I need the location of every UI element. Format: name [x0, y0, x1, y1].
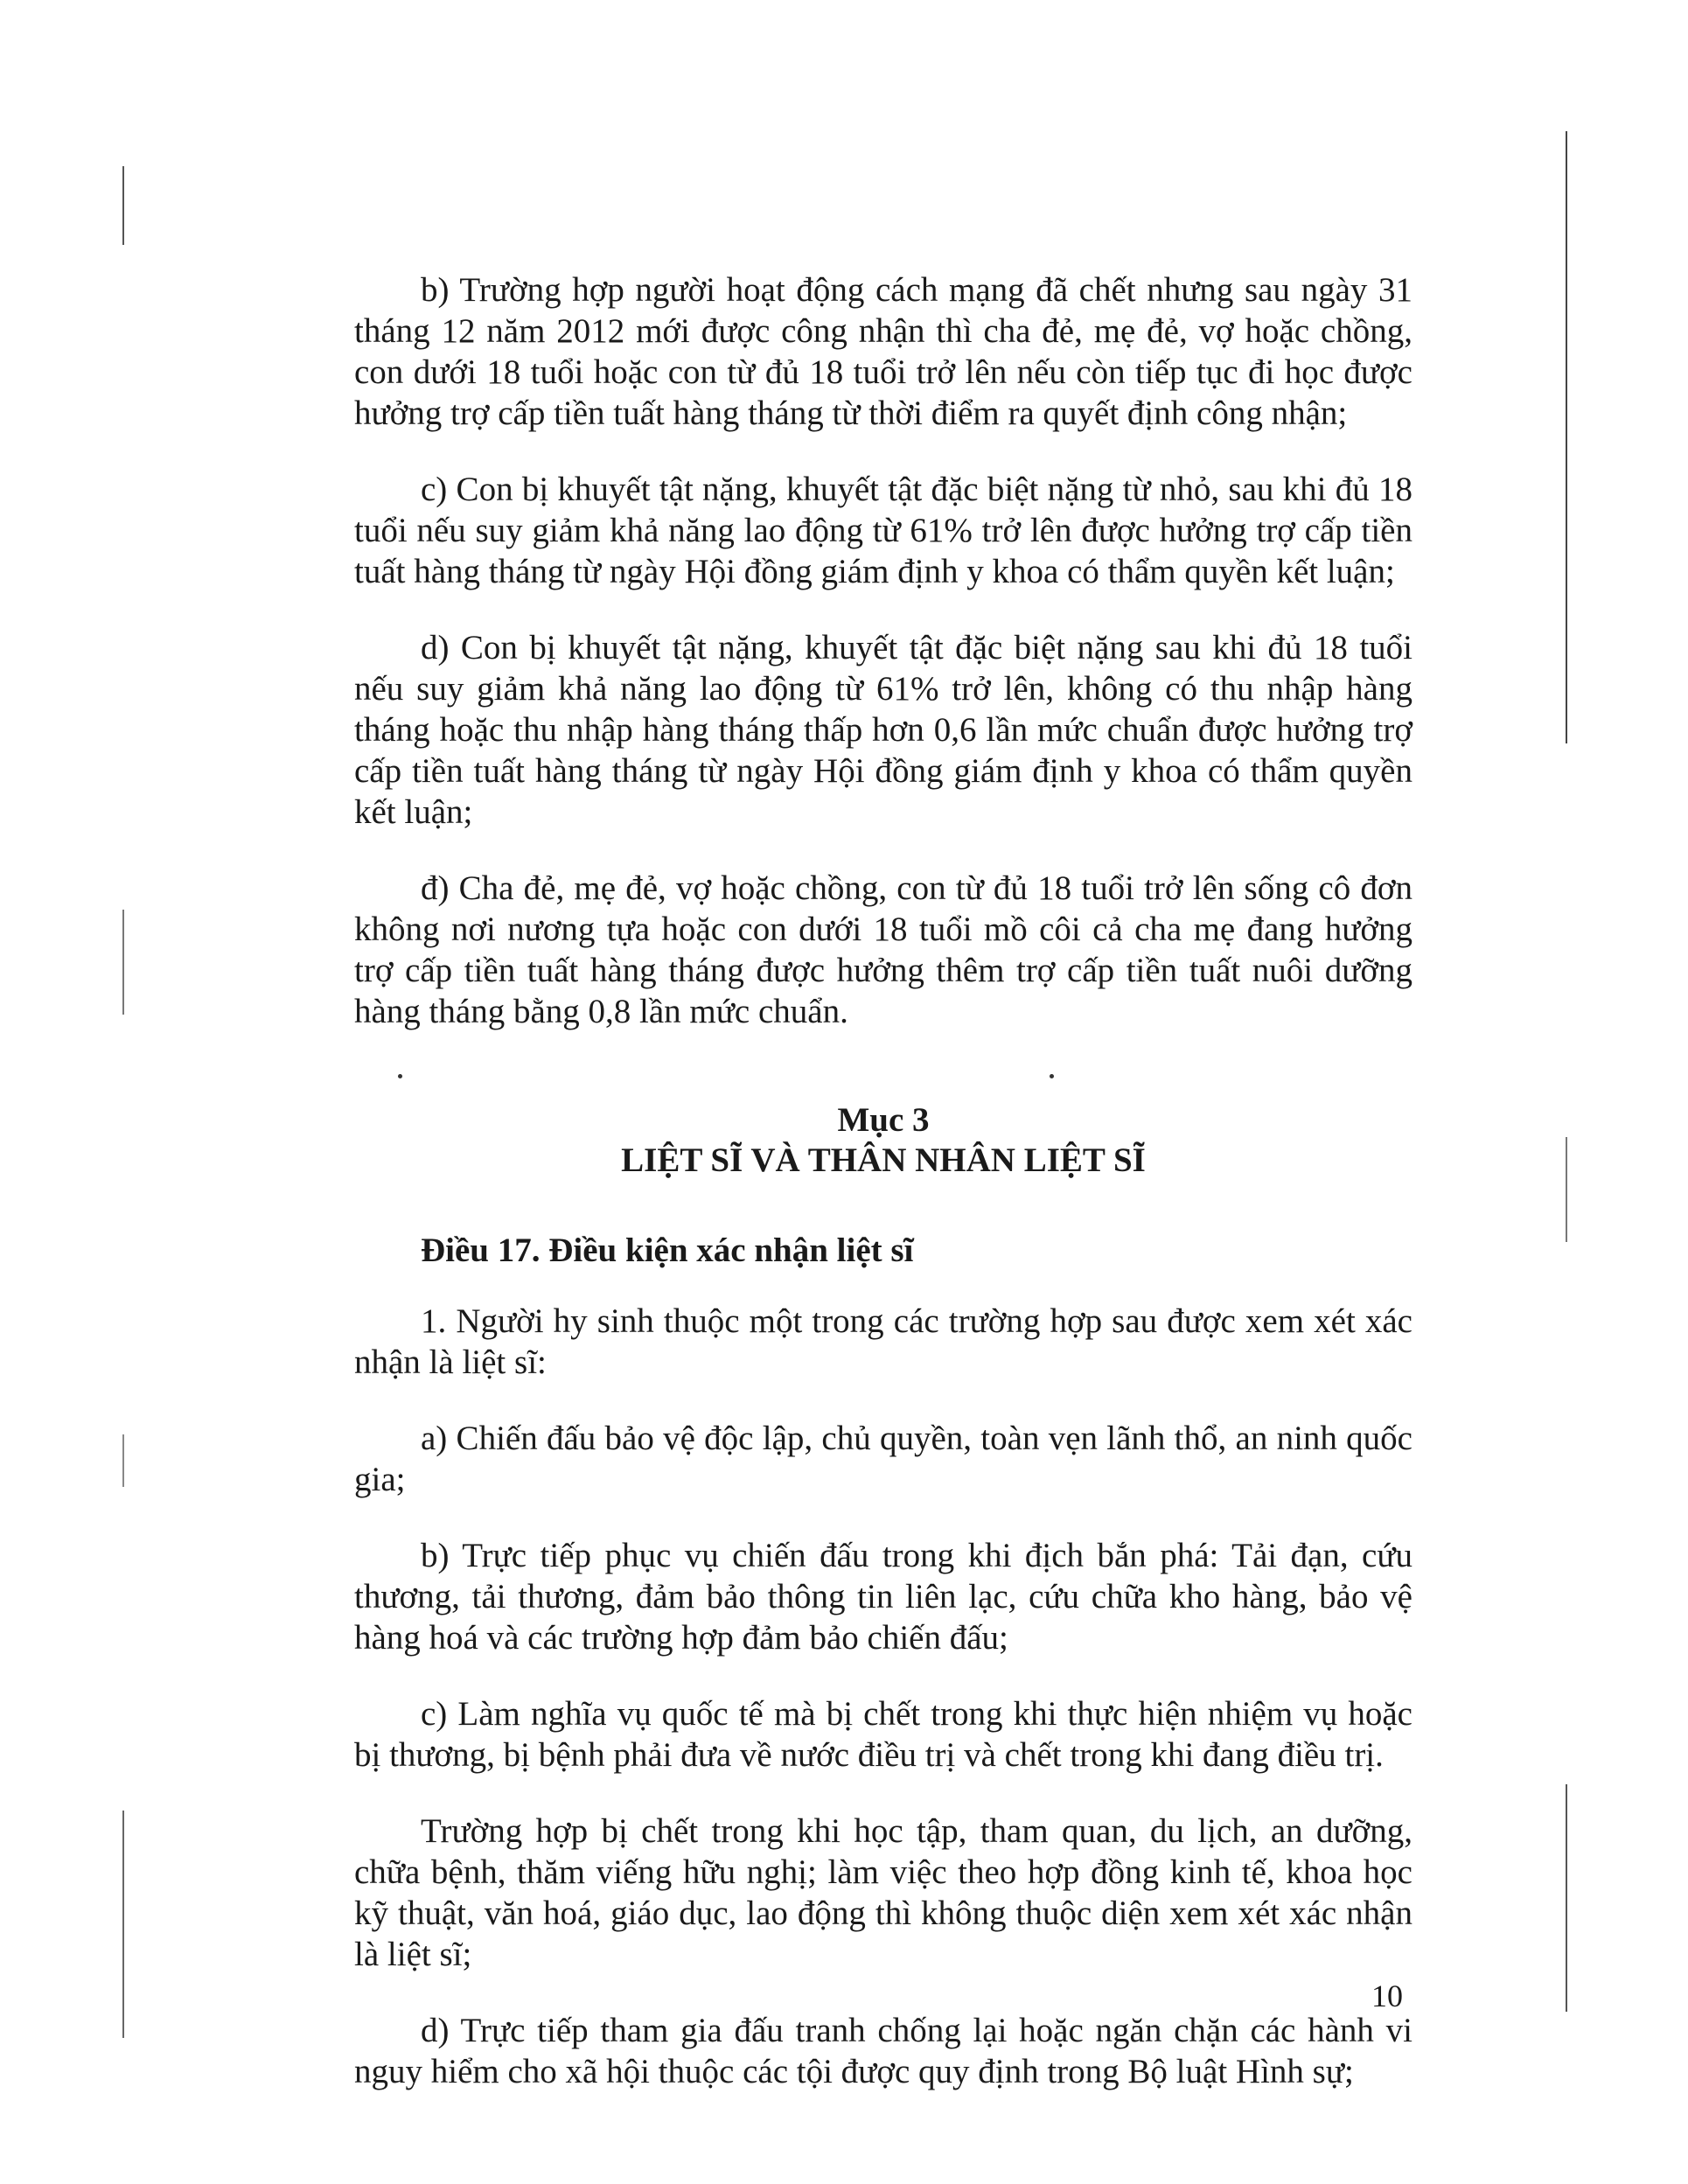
- page-number: 10: [1371, 1978, 1403, 2013]
- scan-artifact-left-line: [122, 910, 124, 1015]
- section-label: Mục 3: [837, 1101, 930, 1139]
- scan-artifact-right-line: [1566, 1784, 1567, 2012]
- scan-artifact-left-line: [122, 1811, 124, 2038]
- paragraph-exception: Trường hợp bị chết trong khi học tập, tham quan, du lịch, an dưỡng, chữa bệnh, thăm viếng hữu nghị; làm việc theo hợp đồng kinh tế, khoa học kỹ thuật, văn hoá, giáo dục, lao động thì không thuộc diện xem xét xác nhận là liệt sĩ;: [354, 1812, 1412, 1973]
- paragraph-c: c) Làm nghĩa vụ quốc tế mà bị chết trong khi thực hiện nhiệm vụ hoặc bị thương, bị bệnh phải đưa về nước điều trị và chết trong khi đang điều trị.: [354, 1695, 1412, 1774]
- document-body: [354, 269, 1412, 2127]
- paragraph-b: b) Trực tiếp phục vụ chiến đấu trong khi địch bắn phá: Tải đạn, cứu thương, tải thương, đảm bảo thông tin liên lạc, cứu chữa kho hàng, bảo vệ hàng hoá và các trường hợp đảm bảo chiến đấu;: [354, 1537, 1412, 1657]
- article-title: Điều 17. Điều kiện xác nhận liệt sĩ: [421, 1232, 914, 1269]
- paragraph-dd-top: đ) Cha đẻ, mẹ đẻ, vợ hoặc chồng, con từ đủ 18 tuổi trở lên sống cô đơn không nơi nương tựa hoặc con dưới 18 tuổi mồ côi cả cha mẹ đang hưởng trợ cấp tiền tuất hàng tháng được hưởng thêm trợ cấp tiền tuất nuôi dưỡng hàng tháng bằng 0,8 lần mức chuẩn.: [354, 869, 1412, 1030]
- scan-artifact-left-line: [122, 1434, 124, 1487]
- section-title: LIỆT SĨ VÀ THÂN NHÂN LIỆT SĨ: [621, 1141, 1146, 1179]
- paragraph-clause-1: 1. Người hy sinh thuộc một trong các trường hợp sau được xem xét xác nhận là liệt sĩ:: [354, 1302, 1412, 1381]
- paragraph-d-top: d) Con bị khuyết tật nặng, khuyết tật đặc biệt nặng sau khi đủ 18 tuổi nếu suy giảm khả năng lao động từ 61% trở lên, không có thu nhập hàng tháng hoặc thu nhập hàng tháng thấp hơn 0,6 lần mức chuẩn được hưởng trợ cấp tiền tuất hàng tháng từ ngày Hội đồng giám định y khoa có thẩm quyền kết luận;: [354, 629, 1412, 831]
- scan-artifact-right-line: [1566, 1137, 1567, 1242]
- paragraph-a: a) Chiến đấu bảo vệ độc lập, chủ quyền, toàn vẹn lãnh thổ, an ninh quốc gia;: [354, 1420, 1412, 1498]
- scan-artifact-left-line: [122, 166, 124, 245]
- paragraph-b-top: b) Trường hợp người hoạt động cách mạng đã chết nhưng sau ngày 31 tháng 12 năm 2012 mới được công nhận thì cha đẻ, mẹ đẻ, vợ hoặc chồng, con dưới 18 tuổi hoặc con từ đủ 18 tuổi trở lên nếu còn tiếp tục đi học được hưởng trợ cấp tiền tuất hàng tháng từ thời điểm ra quyết định công nhận;: [354, 271, 1412, 432]
- paragraph-c-top: c) Con bị khuyết tật nặng, khuyết tật đặc biệt nặng từ nhỏ, sau khi đủ 18 tuổi nếu suy giảm khả năng lao động từ 61% trở lên được hưởng trợ cấp tiền tuất hàng tháng từ ngày Hội đồng giám định y khoa có thẩm quyền kết luận;: [354, 471, 1412, 590]
- paragraph-d: d) Trực tiếp tham gia đấu tranh chống lại hoặc ngăn chặn các hành vi nguy hiểm cho xã hội thuộc các tội được quy định trong Bộ luật Hình sự;: [354, 2012, 1412, 2090]
- section-heading: [354, 1100, 1412, 1181]
- scan-artifact-right-line: [1566, 131, 1567, 743]
